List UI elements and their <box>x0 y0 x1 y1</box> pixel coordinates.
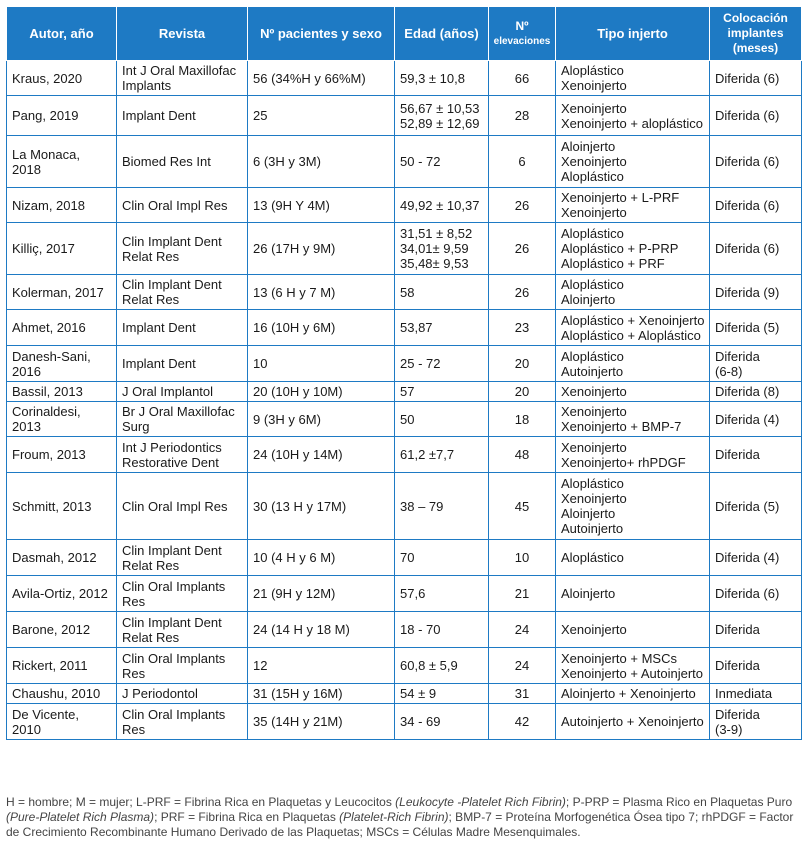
cell-graft <box>556 382 710 402</box>
cell-age-line: 54 ± 9 <box>400 686 437 701</box>
cell-age <box>395 346 489 382</box>
footnote-italic: (Leukocyte -Platelet Rich Fibrin) <box>395 795 566 809</box>
footnote-text: H = hombre; M = mujer; L-PRF = Fibrina Rica en Plaquetas y Leucocitos <box>6 795 396 809</box>
cell-implant-line: Diferida <box>715 348 760 364</box>
cell-patients: 35 (14H y 21M) <box>248 704 395 740</box>
cell-author <box>7 310 117 346</box>
cell-age-line: 35,48± 9,53 <box>400 256 469 271</box>
cell-author-line: Froum, 2013 <box>12 447 86 462</box>
cell-journal-line: Res <box>122 721 146 737</box>
cell-graft-line: Xenoinjerto <box>561 384 627 399</box>
cell-elevations: 48 <box>489 437 556 473</box>
cell-author <box>7 704 117 740</box>
cell-age-line: 34 - 69 <box>400 714 441 729</box>
cell-implant <box>710 275 802 310</box>
cell-author-line: Pang, 2019 <box>12 108 79 123</box>
footnote-text: ; P-PRP = Plasma Rico en Plaquetas Puro <box>565 795 793 809</box>
cell-author-line: Corinaldesi, <box>12 404 81 419</box>
cell-graft-line: Xenoinjerto + MSCs <box>561 650 677 666</box>
cell-age-line: 53,87 <box>400 320 433 335</box>
cell-journal-line: Relat Res <box>122 629 180 645</box>
cell-journal-line: Clin Oral Impl Res <box>122 197 228 213</box>
cell-age <box>395 136 489 188</box>
header-row <box>7 7 802 61</box>
cell-patients: 24 (10H y 14M) <box>248 437 395 473</box>
table-row <box>7 540 802 576</box>
cell-graft <box>556 684 710 704</box>
cell-journal-line: J Oral Implantol <box>122 384 214 399</box>
cell-journal <box>117 96 248 136</box>
cell-graft-line: Aloinjerto <box>561 139 616 154</box>
cell-implant <box>710 437 802 473</box>
cell-journal-line: Clin Oral Implants <box>122 650 226 666</box>
cell-journal-line: Res <box>122 665 146 681</box>
cell-patients: 24 (14 H y 18 M) <box>248 612 395 648</box>
cell-graft <box>556 437 710 473</box>
cell-graft-line: Xenoinjerto + Autoinjerto <box>561 665 704 681</box>
cell-graft-line: Aloplástico <box>561 226 624 241</box>
cell-journal-line: Clin Oral Implants <box>122 578 226 594</box>
cell-journal <box>117 473 248 540</box>
cell-implant-line: Diferida (9) <box>715 284 780 300</box>
cell-journal-line: Implant Dent <box>122 108 196 123</box>
cell-patients: 6 (3H y 3M) <box>248 136 395 188</box>
cell-graft-line: Aloinjerto <box>561 506 616 521</box>
cell-age <box>395 540 489 576</box>
cell-age <box>395 402 489 437</box>
cell-implant-line: (3-9) <box>715 721 743 737</box>
cell-journal-line: Biomed Res Int <box>122 154 211 169</box>
footnote-italic: (Pure-Platelet Rich Plasma) <box>6 810 155 824</box>
cell-graft <box>556 402 710 437</box>
table-row <box>7 576 802 612</box>
cell-patients: 21 (9H y 12M) <box>248 576 395 612</box>
cell-implant-line: Inmediata <box>715 686 773 701</box>
cell-age-line: 56,67 ± 10,53 <box>400 100 480 116</box>
cell-age-line: 31,51 ± 8,52 <box>400 226 473 241</box>
cell-age-line: 58 <box>400 284 415 300</box>
cell-author-line: Chaushu, 2010 <box>12 686 101 701</box>
header-implant-line1: Colocación <box>723 11 788 25</box>
cell-graft-line: Aloinjerto <box>561 292 616 307</box>
cell-elevations: 66 <box>489 61 556 96</box>
cell-journal-line: Clin Implant Dent <box>122 614 222 630</box>
cell-graft-line: Aloplástico + Xenoinjerto <box>561 312 705 328</box>
cell-journal <box>117 61 248 96</box>
cell-journal <box>117 402 248 437</box>
cell-journal <box>117 382 248 402</box>
cell-implant <box>710 346 802 382</box>
footnote-italic: (Platelet-Rich Fibrin) <box>339 810 449 824</box>
cell-journal <box>117 648 248 684</box>
cell-author <box>7 223 117 275</box>
cell-journal-line: Br J Oral Maxillofac <box>122 404 235 419</box>
table-row <box>7 382 802 402</box>
cell-author-line: Danesh-Sani, <box>12 348 91 364</box>
cell-age <box>395 576 489 612</box>
cell-graft-line: Autoinjerto <box>561 521 624 536</box>
footnote-text: ; PRF = Fibrina Rica en Plaquetas <box>154 810 340 824</box>
cell-age-line: 59,3 ± 10,8 <box>400 70 465 86</box>
header-implant-line3: (meses) <box>732 41 779 55</box>
cell-graft-line: Aloplástico <box>561 169 624 184</box>
cell-patients: 13 (9H Y 4M) <box>248 188 395 223</box>
cell-graft-line: Aloplástico <box>561 63 624 78</box>
cell-author <box>7 402 117 437</box>
cell-patients: 26 (17H y 9M) <box>248 223 395 275</box>
cell-elevations: 24 <box>489 648 556 684</box>
cell-elevations: 31 <box>489 684 556 704</box>
cell-age-line: 70 <box>400 550 415 565</box>
cell-graft <box>556 188 710 223</box>
cell-graft <box>556 704 710 740</box>
cell-author <box>7 275 117 310</box>
cell-age-line: 38 – 79 <box>400 498 444 514</box>
cell-graft-line: Xenoinjerto + aloplástico <box>561 115 704 131</box>
cell-author <box>7 684 117 704</box>
cell-author-line: Rickert, 2011 <box>12 658 88 673</box>
studies-table-container <box>6 6 801 740</box>
cell-author-line: Nizam, 2018 <box>12 197 85 213</box>
cell-author <box>7 61 117 96</box>
cell-elevations: 26 <box>489 188 556 223</box>
header-elevations-n: Nº <box>515 18 529 33</box>
table-body <box>7 61 802 740</box>
cell-age-line: 18 - 70 <box>400 622 441 637</box>
cell-journal-line: Clin Implant Dent <box>122 233 222 249</box>
cell-age <box>395 382 489 402</box>
cell-elevations: 26 <box>489 223 556 275</box>
table-row <box>7 704 802 740</box>
cell-journal <box>117 704 248 740</box>
cell-author <box>7 576 117 612</box>
cell-graft-line: Aloplástico <box>561 550 624 565</box>
cell-patients: 30 (13 H y 17M) <box>248 473 395 540</box>
table-row <box>7 136 802 188</box>
table-row <box>7 61 802 96</box>
cell-implant-line: Diferida (8) <box>715 384 780 399</box>
cell-author <box>7 382 117 402</box>
cell-journal <box>117 188 248 223</box>
cell-elevations: 10 <box>489 540 556 576</box>
cell-implant-line: Diferida (6) <box>715 241 780 256</box>
cell-age <box>395 684 489 704</box>
cell-graft-line: Aloinjerto + Xenoinjerto <box>561 686 696 701</box>
cell-graft <box>556 275 710 310</box>
cell-author-line: 2018 <box>12 161 41 177</box>
cell-graft-line: Xenoinjerto <box>561 100 627 116</box>
cell-age-line: 34,01± 9,59 <box>400 241 469 256</box>
header-patients: Nº pacientes y sexo <box>248 7 395 61</box>
header-journal: Revista <box>117 7 248 61</box>
cell-graft-line: Autoinjerto + Xenoinjerto <box>561 714 704 729</box>
table-row <box>7 188 802 223</box>
cell-implant <box>710 188 802 223</box>
cell-implant-line: Diferida (5) <box>715 320 780 335</box>
cell-age <box>395 61 489 96</box>
cell-elevations: 23 <box>489 310 556 346</box>
cell-implant-line: Diferida (6) <box>715 70 780 86</box>
cell-elevations: 20 <box>489 382 556 402</box>
cell-graft <box>556 310 710 346</box>
cell-author <box>7 648 117 684</box>
cell-author-line: Kolerman, 2017 <box>12 284 104 300</box>
cell-journal <box>117 310 248 346</box>
cell-author <box>7 437 117 473</box>
cell-journal <box>117 540 248 576</box>
cell-graft-line: Xenoinjerto + BMP-7 <box>561 419 682 434</box>
table-row <box>7 275 802 310</box>
cell-author-line: De Vicente, <box>12 706 79 722</box>
cell-graft-line: Aloplástico + PRF <box>561 256 665 271</box>
cell-implant <box>710 310 802 346</box>
cell-graft-line: Aloplástico <box>561 348 624 364</box>
cell-implant <box>710 576 802 612</box>
cell-age <box>395 612 489 648</box>
cell-elevations: 18 <box>489 402 556 437</box>
cell-age <box>395 310 489 346</box>
cell-journal-line: Relat Res <box>122 292 180 307</box>
cell-implant <box>710 382 802 402</box>
table-row <box>7 346 802 382</box>
cell-author-line: Avila-Ortiz, 2012 <box>12 586 108 601</box>
cell-author <box>7 540 117 576</box>
cell-graft <box>556 223 710 275</box>
cell-age <box>395 96 489 136</box>
cell-graft-line: Xenoinjerto <box>561 78 627 93</box>
cell-implant <box>710 136 802 188</box>
table-row <box>7 612 802 648</box>
cell-age-line: 61,2 ±7,7 <box>400 447 455 462</box>
cell-journal-line: Res <box>122 593 146 609</box>
cell-elevations: 20 <box>489 346 556 382</box>
table-row <box>7 310 802 346</box>
cell-implant <box>710 612 802 648</box>
cell-journal <box>117 576 248 612</box>
cell-elevations: 42 <box>489 704 556 740</box>
cell-journal <box>117 437 248 473</box>
cell-graft-line: Xenoinjerto <box>561 205 627 220</box>
cell-graft-line: Aloplástico + P-PRP <box>561 241 679 256</box>
cell-journal-line: J Periodontol <box>122 686 198 701</box>
cell-patients: 56 (34%H y 66%M) <box>248 61 395 96</box>
cell-author <box>7 188 117 223</box>
cell-implant-line: Diferida (6) <box>715 197 780 213</box>
cell-implant <box>710 684 802 704</box>
cell-author-line: 2016 <box>12 363 41 379</box>
table-row <box>7 684 802 704</box>
cell-graft <box>556 61 710 96</box>
header-elevations-label: elevaciones <box>493 35 551 47</box>
cell-age <box>395 223 489 275</box>
cell-graft-line: Xenoinjerto <box>561 404 627 419</box>
cell-graft-line: Aloplástico <box>561 476 624 491</box>
cell-journal-line: Relat Res <box>122 557 180 573</box>
cell-graft <box>556 648 710 684</box>
cell-graft <box>556 576 710 612</box>
cell-author-line: Kraus, 2020 <box>12 70 83 86</box>
header-elevations <box>489 7 556 61</box>
footnote <box>6 795 802 840</box>
cell-graft-line: Xenoinjerto <box>561 491 627 506</box>
cell-patients: 20 (10H y 10M) <box>248 382 395 402</box>
cell-journal <box>117 346 248 382</box>
cell-graft-line: Xenoinjerto <box>561 154 627 169</box>
header-author: Autor, año <box>7 7 117 61</box>
cell-graft <box>556 346 710 382</box>
cell-graft <box>556 540 710 576</box>
cell-journal-line: Clin Implant Dent <box>122 542 222 558</box>
cell-patients: 25 <box>248 96 395 136</box>
cell-implant <box>710 473 802 540</box>
cell-journal <box>117 136 248 188</box>
cell-implant-line: Diferida <box>715 658 760 673</box>
header-implant <box>710 7 802 61</box>
cell-patients: 10 (4 H y 6 M) <box>248 540 395 576</box>
cell-patients: 12 <box>248 648 395 684</box>
cell-author-line: Dasmah, 2012 <box>12 550 97 565</box>
cell-elevations: 45 <box>489 473 556 540</box>
cell-journal <box>117 275 248 310</box>
cell-author <box>7 96 117 136</box>
cell-author <box>7 473 117 540</box>
cell-journal-line: Clin Oral Implants <box>122 706 226 722</box>
header-age: Edad (años) <box>395 7 489 61</box>
cell-author <box>7 612 117 648</box>
cell-elevations: 21 <box>489 576 556 612</box>
cell-implant-line: Diferida <box>715 622 760 637</box>
cell-graft-line: Xenoinjerto <box>561 439 627 455</box>
cell-author-line: Ahmet, 2016 <box>12 320 86 335</box>
cell-patients: 13 (6 H y 7 M) <box>248 275 395 310</box>
cell-age-line: 57 <box>400 384 415 399</box>
table-row <box>7 223 802 275</box>
cell-patients: 10 <box>248 346 395 382</box>
cell-implant-line: Diferida <box>715 447 760 462</box>
cell-author-line: La Monaca, <box>12 146 80 162</box>
cell-elevations: 24 <box>489 612 556 648</box>
cell-graft <box>556 136 710 188</box>
cell-journal-line: Implant Dent <box>122 320 196 335</box>
cell-elevations: 28 <box>489 96 556 136</box>
cell-graft-line: Autoinjerto <box>561 363 624 379</box>
cell-graft-line: Xenoinjerto + L-PRF <box>561 190 680 205</box>
cell-implant-line: Diferida (4) <box>715 411 780 427</box>
cell-journal-line: Relat Res <box>122 248 180 264</box>
cell-implant-line: Diferida (5) <box>715 498 780 514</box>
cell-age-line: 50 <box>400 411 415 427</box>
cell-age <box>395 188 489 223</box>
cell-implant <box>710 648 802 684</box>
cell-journal-line: Restorative Dent <box>122 454 219 470</box>
cell-author-line: Barone, 2012 <box>12 622 91 637</box>
cell-author <box>7 136 117 188</box>
cell-graft-line: Xenoinjerto <box>561 622 627 637</box>
cell-graft-line: Aloplástico <box>561 277 624 292</box>
cell-age <box>395 473 489 540</box>
cell-graft-line: Xenoinjerto+ rhPDGF <box>561 454 686 470</box>
cell-implant-line: Diferida (6) <box>715 586 780 601</box>
cell-patients: 31 (15H y 16M) <box>248 684 395 704</box>
cell-graft-line: Aloinjerto <box>561 586 616 601</box>
cell-implant <box>710 223 802 275</box>
cell-journal-line: Clin Implant Dent <box>122 277 222 292</box>
cell-author-line: Killiç, 2017 <box>12 241 75 256</box>
cell-age-line: 49,92 ± 10,37 <box>400 197 480 213</box>
cell-journal-line: Implant Dent <box>122 356 196 371</box>
cell-elevations: 6 <box>489 136 556 188</box>
cell-author-line: 2010 <box>12 721 41 737</box>
cell-age <box>395 704 489 740</box>
cell-age-line: 25 - 72 <box>400 356 441 371</box>
studies-table <box>6 6 802 740</box>
cell-age <box>395 275 489 310</box>
cell-implant-line: Diferida <box>715 706 760 722</box>
cell-journal-line: Surg <box>122 419 150 434</box>
cell-graft <box>556 96 710 136</box>
cell-implant <box>710 402 802 437</box>
cell-implant <box>710 540 802 576</box>
cell-implant-line: Diferida (6) <box>715 154 780 169</box>
cell-implant-line: Diferida (4) <box>715 550 780 565</box>
cell-implant <box>710 61 802 96</box>
cell-journal-line: Implants <box>122 78 172 93</box>
cell-patients: 9 (3H y 6M) <box>248 402 395 437</box>
cell-journal-line: Clin Oral Impl Res <box>122 498 228 514</box>
cell-implant-line: Diferida (6) <box>715 108 780 123</box>
cell-journal-line: Int J Periodontics <box>122 439 222 455</box>
table-row <box>7 648 802 684</box>
cell-graft <box>556 473 710 540</box>
footnote-text: ; BMP-7 = Proteína Morfogenética Ósea tipo 7; rhPDGF = Factor de Crecimiento Recombinante Humano Derivado de las Plaquetas; MSCs = Células Madre Mesenquimales. <box>6 810 794 839</box>
table-row <box>7 437 802 473</box>
cell-journal <box>117 612 248 648</box>
cell-journal <box>117 684 248 704</box>
cell-elevations: 26 <box>489 275 556 310</box>
cell-author-line: Schmitt, 2013 <box>12 498 92 514</box>
header-graft: Tipo injerto <box>556 7 710 61</box>
table-row <box>7 96 802 136</box>
cell-age <box>395 648 489 684</box>
cell-age-line: 57,6 <box>400 586 426 601</box>
cell-patients: 16 (10H y 6M) <box>248 310 395 346</box>
cell-implant <box>710 96 802 136</box>
cell-author-line: Bassil, 2013 <box>12 384 83 399</box>
cell-journal-line: Int J Oral Maxillofac <box>122 63 237 78</box>
cell-implant-line: (6-8) <box>715 363 743 379</box>
cell-author <box>7 346 117 382</box>
cell-implant <box>710 704 802 740</box>
cell-graft-line: Aloplástico + Aloplástico <box>561 327 701 343</box>
cell-age <box>395 437 489 473</box>
table-row <box>7 473 802 540</box>
table-row <box>7 402 802 437</box>
cell-age-line: 52,89 ± 12,69 <box>400 115 480 131</box>
cell-age-line: 60,8 ± 5,9 <box>400 658 458 673</box>
cell-journal <box>117 223 248 275</box>
cell-author-line: 2013 <box>12 419 41 434</box>
cell-graft <box>556 612 710 648</box>
cell-age-line: 50 - 72 <box>400 154 441 169</box>
header-implant-line2: implantes <box>727 26 784 40</box>
